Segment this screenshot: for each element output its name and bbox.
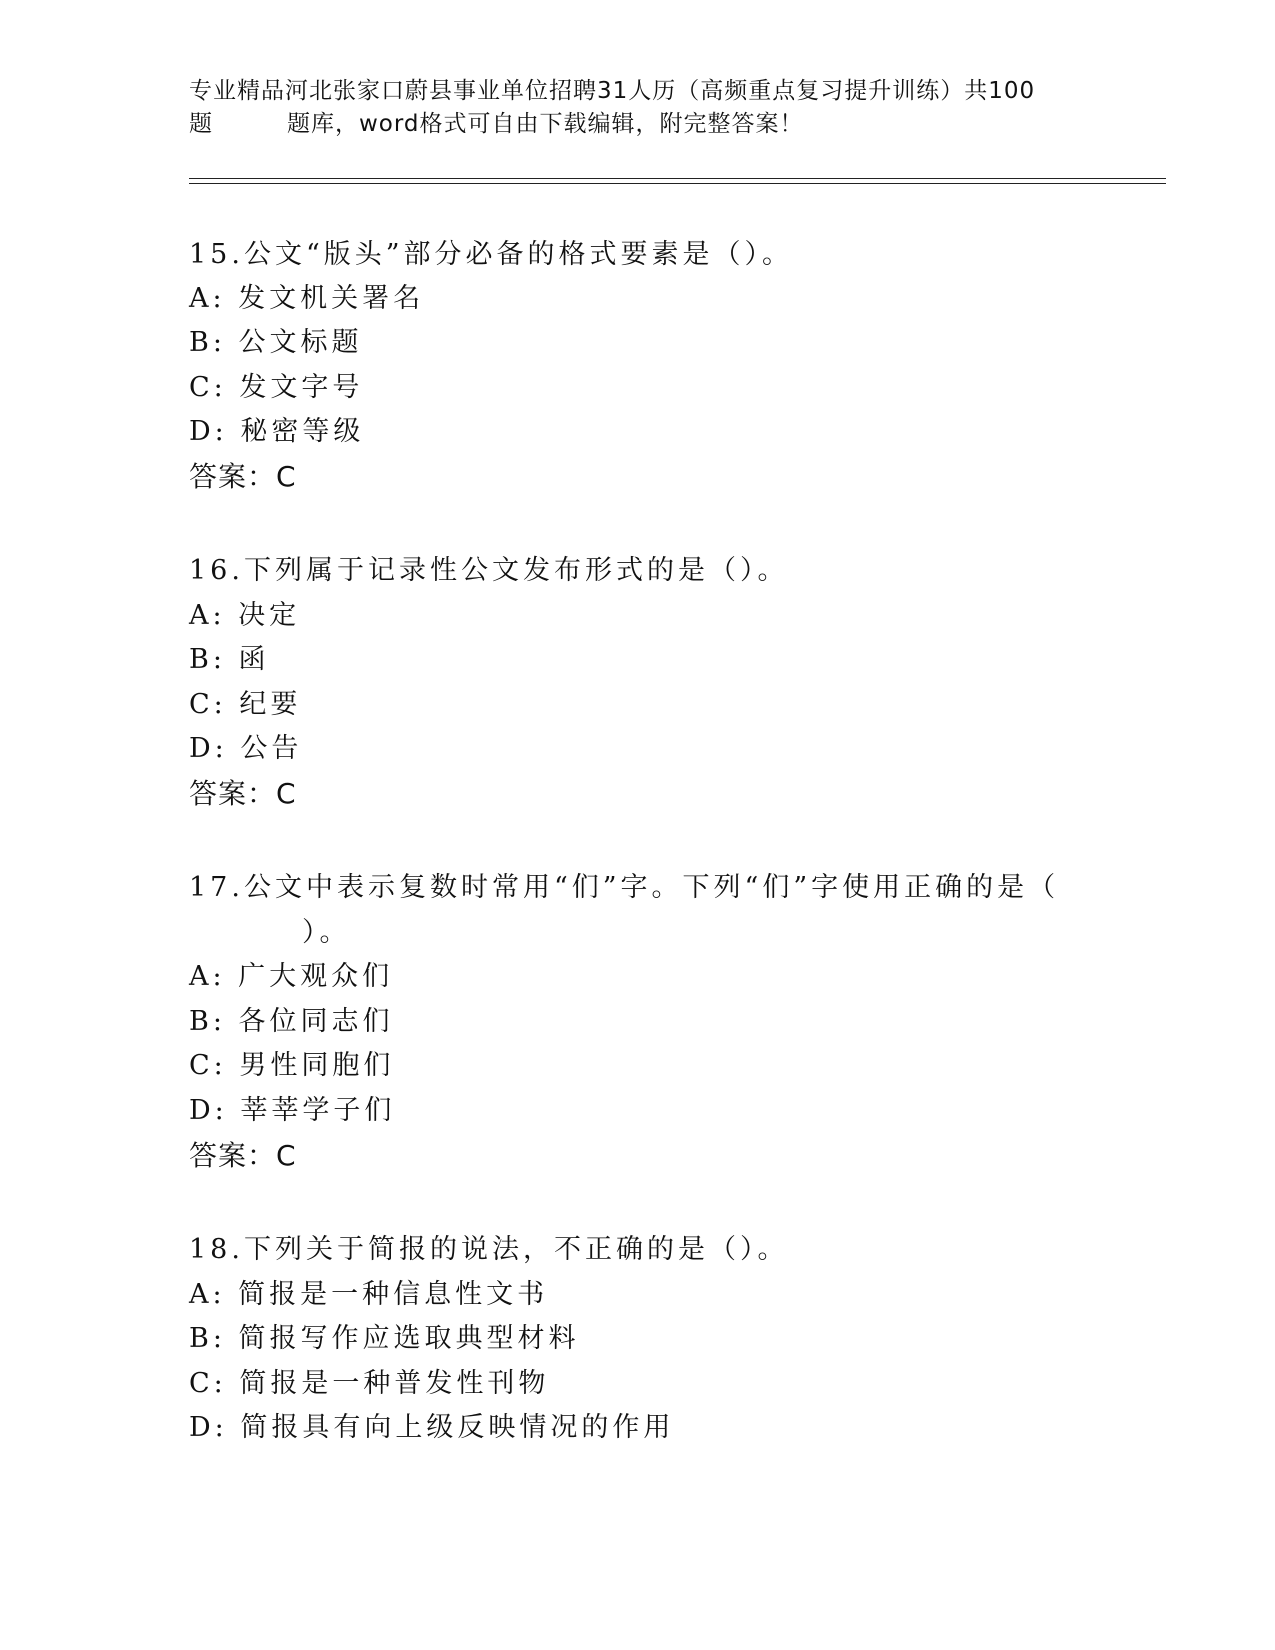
option-b: B: 各位同志们 (189, 1006, 394, 1037)
option-a: A: 广大观众们 (189, 961, 394, 992)
option-a: A: 简报是一种信息性文书 (189, 1279, 549, 1310)
option-d: D: 公告 (189, 733, 303, 764)
header-divider-top (189, 178, 1166, 179)
option-d: D: 简报具有向上级反映情况的作用 (189, 1412, 675, 1443)
option-d: D: 秘密等级 (189, 416, 365, 447)
option-c: C: 简报是一种普发性刊物 (189, 1368, 550, 1399)
option-c: C: 发文字号 (189, 372, 364, 403)
header-line-2-left: 题 (189, 111, 213, 137)
option-a: A: 决定 (189, 600, 301, 631)
answer-label: 答案：C (189, 1139, 297, 1172)
option-c: C: 纪要 (189, 689, 302, 720)
answer-label: 答案：C (189, 777, 297, 810)
question-stem: 18.下列关于简报的说法，不正确的是（）。 (189, 1234, 789, 1265)
header-line-1: 专业精品河北张家口蔚县事业单位招聘31人历（高频重点复习提升训练）共100 (189, 78, 1036, 104)
question-stem: 17.公文中表示复数时常用“们”字。下列“们”字使用正确的是（ (189, 872, 1060, 903)
header-line-2-right: 题库，word格式可自由下载编辑，附完整答案！ (287, 111, 804, 137)
header-divider-bottom (189, 183, 1166, 184)
question-stem: 15.公文“版头”部分必备的格式要素是（）。 (189, 239, 794, 270)
option-c: C: 男性同胞们 (189, 1050, 395, 1081)
question-stem: 16.下列属于记录性公文发布形式的是（）。 (189, 555, 789, 586)
option-b: B: 简报写作应选取典型材料 (189, 1323, 580, 1354)
question-stem-continuation: ）。 (302, 917, 351, 948)
option-b: B: 函 (189, 644, 270, 675)
answer-label: 答案：C (189, 460, 297, 493)
option-a: A: 发文机关署名 (189, 283, 425, 314)
header-line-2 (189, 109, 804, 139)
option-b: B: 公文标题 (189, 327, 363, 358)
option-d: D: 莘莘学子们 (189, 1095, 396, 1126)
